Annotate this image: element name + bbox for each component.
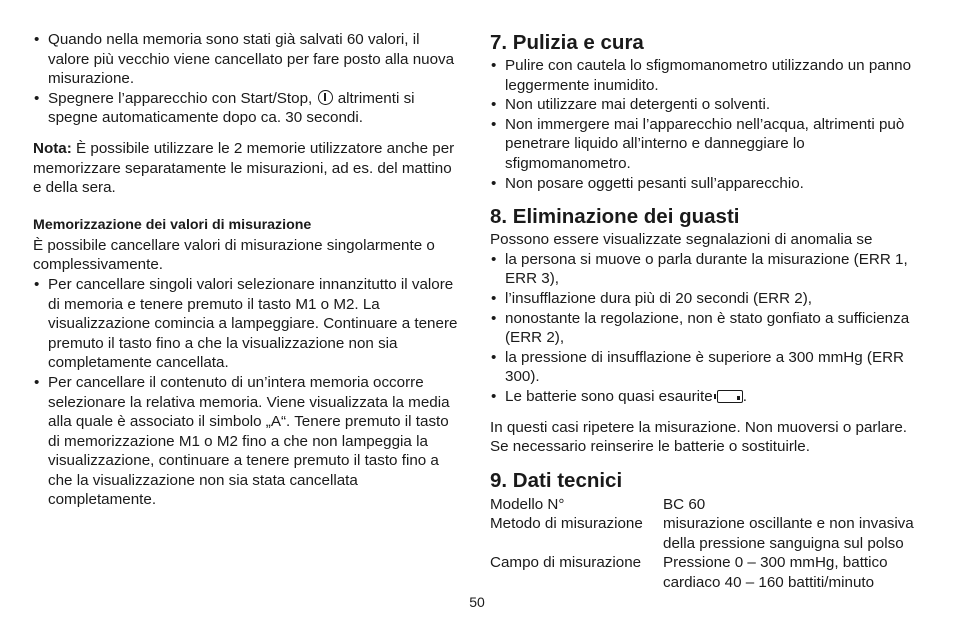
right-column (490, 30, 926, 593)
list-item: • Per cancellare il contenuto di un’intera memoria occorre selezionare la relativa memoria. Viene visualizzata la media alla quale è associato il simbolo „A“. Tenere premuto il tasto di memorizzazione M1 o M2 fino a che non lampeggia la visualizzazione, continuare a tenere premuto il tasto fino a che la visualizzazione non sia stata cancellata completamente. (33, 373, 458, 510)
table-row (490, 553, 926, 592)
list-item: • la pressione di insufflazione è superiore a 300 mmHg (ERR 300). (490, 348, 926, 387)
list-item: • Non posare oggetti pesanti sull’apparecchio. (490, 174, 926, 194)
list-item: • l’insufflazione dura più di 20 secondi (ERR 2), (490, 289, 926, 309)
list-item: • Le batterie sono quasi esaurite . (490, 387, 926, 407)
list-item: • la persona si muove o parla durante la misurazione (ERR 1, ERR 3), (490, 250, 926, 289)
list-item: • nonostante la regolazione, non è stato gonfiato a sufficienza (ERR 2), (490, 309, 926, 348)
list-item-text: altrimenti si spegne automaticamente dopo ca. 30 secondi. (48, 89, 415, 127)
specs-table (490, 495, 926, 593)
subheading: Memorizzazione dei valori di misurazione (33, 216, 312, 233)
list-item: • Pulire con cautela lo sfigmomanometro utilizzando un panno leggermente inumidito. (490, 56, 926, 95)
table-row (490, 495, 926, 515)
page-number: 50 (469, 594, 485, 610)
spec-value: misurazione oscillante e non invasiva della pressione sanguigna sul polso (663, 515, 914, 552)
list-item: • Per cancellare singoli valori selezionare innanzitutto il valore di memoria e tenere premuto il tasto M1 o M2. La visualizzazione comincia a lampeggiare. Continuare a tenere premuto il tasto fino a che la visualizzazione non sia completamente cancellata. (33, 275, 458, 373)
delete-bullets (33, 275, 458, 510)
troubleshooting-outro: In questi casi ripetere la misurazione. Non muoversi o parlare. Se necessario reinserire le batterie o sostituirle. (490, 418, 908, 456)
troubleshooting-intro: Possono essere visualizzate segnalazioni di anomalia se (490, 231, 873, 249)
spec-value: BC 60 (663, 495, 706, 513)
spacer (490, 407, 926, 418)
note-paragraph (33, 139, 458, 198)
table-row (490, 514, 926, 553)
intro-paragraph: È possibile cancellare valori di misurazione singolarmente o complessivamente. (33, 236, 435, 274)
note-label: Nota: (33, 139, 72, 157)
section-title-cleaning: 7. Pulizia e cura (490, 31, 644, 54)
section-title-troubleshooting: 8. Eliminazione dei guasti (490, 205, 740, 229)
list-item-text: Spegnere l’apparecchio con Start/Stop, (48, 89, 313, 107)
spacer (490, 457, 926, 468)
memory-bullets (33, 30, 458, 128)
spacer (33, 128, 458, 139)
cleaning-bullets (490, 56, 926, 193)
troubleshooting-bullets (490, 250, 926, 407)
left-column (33, 30, 458, 510)
list-item: • Quando nella memoria sono stati già salvati 60 valori, il valore più vecchio viene cancellato per fare posto alla nuova misurazione. (33, 30, 458, 89)
battery-low-icon (717, 390, 743, 403)
list-item (33, 89, 458, 128)
section-title-specs: 9. Dati tecnici (490, 468, 623, 492)
list-item: • Non immergere mai l’apparecchio nell’acqua, altrimenti può penetrare liquido all’interno e danneggiare lo sfigmomanometro. (490, 115, 926, 174)
spec-key: Campo di misurazione (490, 554, 642, 572)
spec-value: Pressione 0 – 300 mmHg, battico cardiaco 40 – 160 battiti/minuto (663, 554, 888, 592)
power-icon (318, 90, 333, 105)
list-item-text: Le batterie sono quasi esaurite (505, 387, 713, 405)
list-item: • Non utilizzare mai detergenti o solventi. (490, 95, 926, 115)
note-text: È possibile utilizzare le 2 memorie utilizzatore anche per memorizzare separatamente le misurazioni, ad es. del mattino e della sera. (33, 139, 455, 197)
spacer (490, 193, 926, 204)
spec-key: Modello N° (490, 495, 565, 513)
spec-key: Metodo di misurazione (490, 515, 643, 533)
